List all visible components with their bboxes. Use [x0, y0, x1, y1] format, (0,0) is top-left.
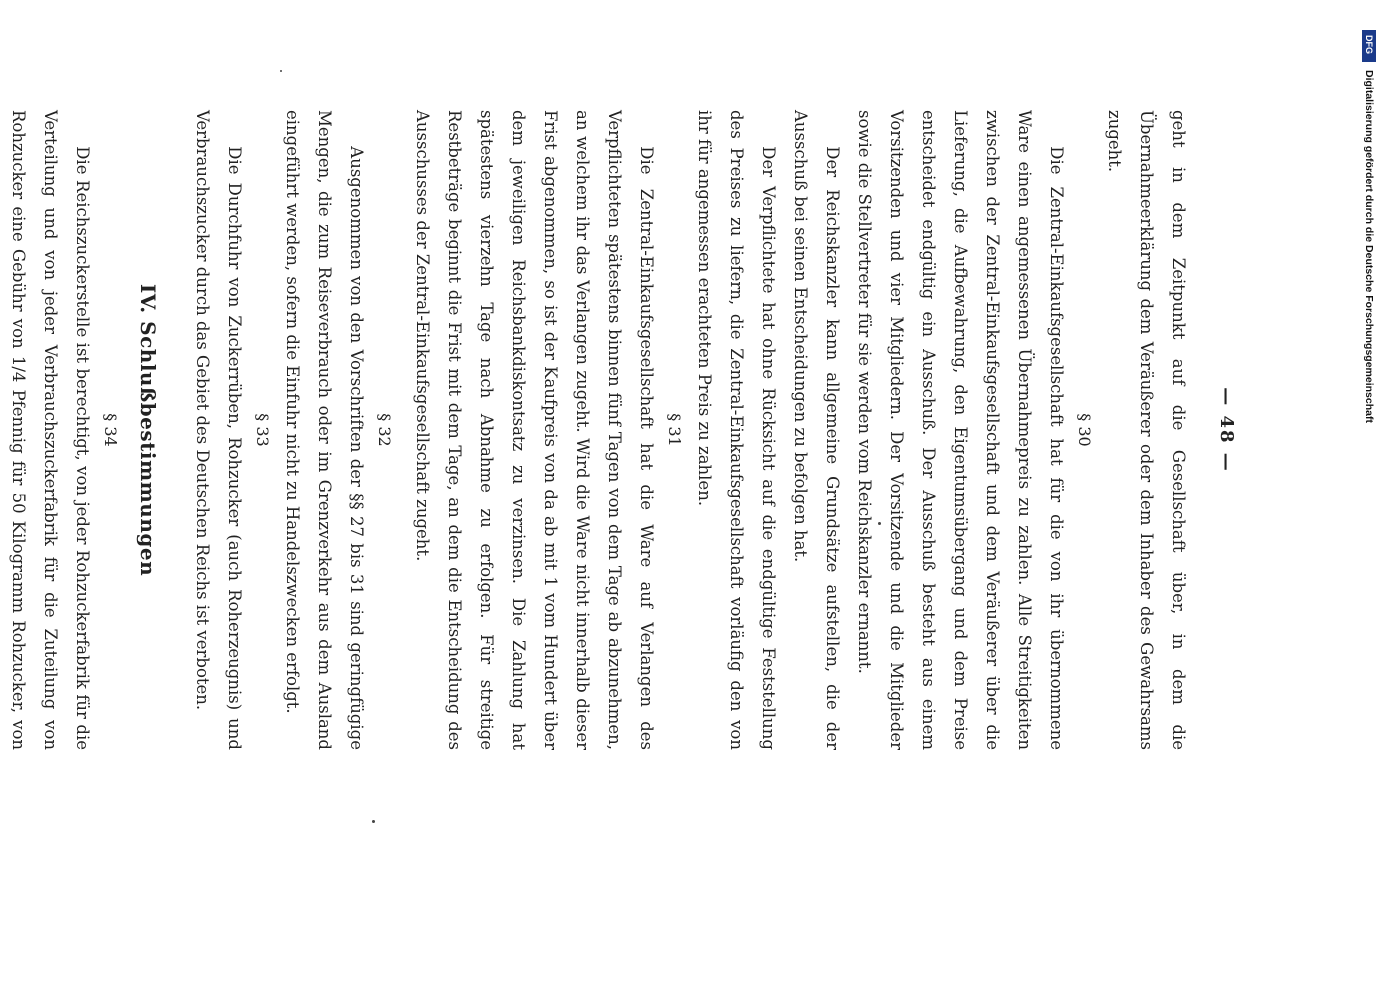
digitization-credit-text: Digitalisierung gefördert durch die Deutsche Forschungsgemeinschaft: [1363, 70, 1375, 423]
section-title: § 31: [665, 413, 684, 447]
dfg-logo-text: DFG: [1364, 35, 1374, 54]
paragraph: Der Verpflichtete hat ohne Rücksicht auf die endgültige Feststellung des Preises zu liefern, die Zentral-Einkaufsgesellschaft vorläufig den von ihr für angemessen erachteten Preis zu zahlen.: [695, 110, 778, 750]
paragraph: Die Reichszuckerstelle ist berechtigt, von jeder Rohzuckerfabrik für die Verteilung und von jeder Verbrauchszuckerfabrik für die Zuteilung von Rohzucker eine Gebühr von 1/4 Pfennig für 50 Kilogramm Rohzucker, von: [9, 110, 92, 750]
paragraph: Der Reichskanzler kann allgemeine Grundsätze aufstellen, die der Ausschuß bei seinen Entscheidungen zu befolgen hat.: [791, 110, 842, 750]
dfg-logo: [1362, 30, 1376, 62]
paragraph: Die Zentral-Einkaufsgesellschaft hat für die von ihr übernommene Ware einen angemessenen Übernahmepreis zu zahlen. Alle Streitigkeiten zwischen der Zentral-Einkaufsgesellschaft und dem Veräußerer über die Lieferung, die Aufbewahrung, den Eigentumsübergang und dem Preise entscheidet endgültig ein Ausschuß. Der Ausschuß besteht aus einem Vorsitzenden und vier Mitgliedern. Der Vorsitzende und die Mitglieder sowie die Stellvertreter für sie werden vom Reichskanzler ernannt.: [855, 110, 1066, 750]
section-title: § 32: [375, 413, 394, 447]
opening-paragraph: geht in dem Zeitpunkt auf die Gesellschaft über, in dem die Übernahmeerklärung dem Veräußerer oder dem Inhaber des Gewahrsams zugeht.: [1105, 110, 1188, 750]
chapter-title: IV. Schlußbestimmungen: [136, 283, 160, 577]
section-31: [406, 110, 686, 750]
section-30: [688, 110, 1096, 750]
scan-speck: [280, 70, 282, 72]
digitization-credit: [1362, 30, 1376, 460]
scan-speck: [878, 522, 881, 525]
paragraph: Die Zentral-Einkaufsgesellschaft hat die Ware auf Verlangen des Verpflichteten spätestens binnen fünf Tagen von dem Tage ab abzunehmen, an welchem ihr das Verlangen zugeht. Wird die Ware nicht innerhalb dieser Frist abgenommen, so ist der Kaufpreis von da ab mit 1 vom Hundert über dem jeweiligen Reichsbankdiskontsatz zu verzinsen. Die Zahlung hat spätestens vierzehn Tage nach Abnahme zu erfolgen. Für streitige Restbeträge beginnt die Frist mit dem Tage, an dem die Entscheidung des Ausschusses der Zentral-Einkaufsgesellschaft zugeht.: [413, 110, 656, 750]
section-title: § 34: [101, 413, 120, 447]
paragraph: Ausgenommen von den Vorschriften der §§ 27 bis 31 sind geringfügige Mengen, die zum Reiseverbrauch oder im Grenzverkehr aus dem Ausland eingeführt werden, sofern die Einfuhr nicht zu Handelszwecken erfolgt.: [283, 110, 366, 750]
paragraph: Die Durchfuhr von Zuckerrüben, Rohzucker (auch Roherzeugnis) und Verbrauchszucker durch das Gebiet des Deutschen Reichs ist verboten.: [193, 110, 244, 750]
page-number: — 48 —: [1216, 387, 1237, 473]
section-title: § 33: [253, 413, 272, 447]
scan-speck: [372, 820, 375, 823]
rotated-document-page: [10, 110, 1250, 750]
section-32: [276, 110, 396, 750]
section-33: [186, 110, 274, 750]
section-34: [0, 110, 122, 750]
section-title: § 30: [1075, 413, 1094, 447]
